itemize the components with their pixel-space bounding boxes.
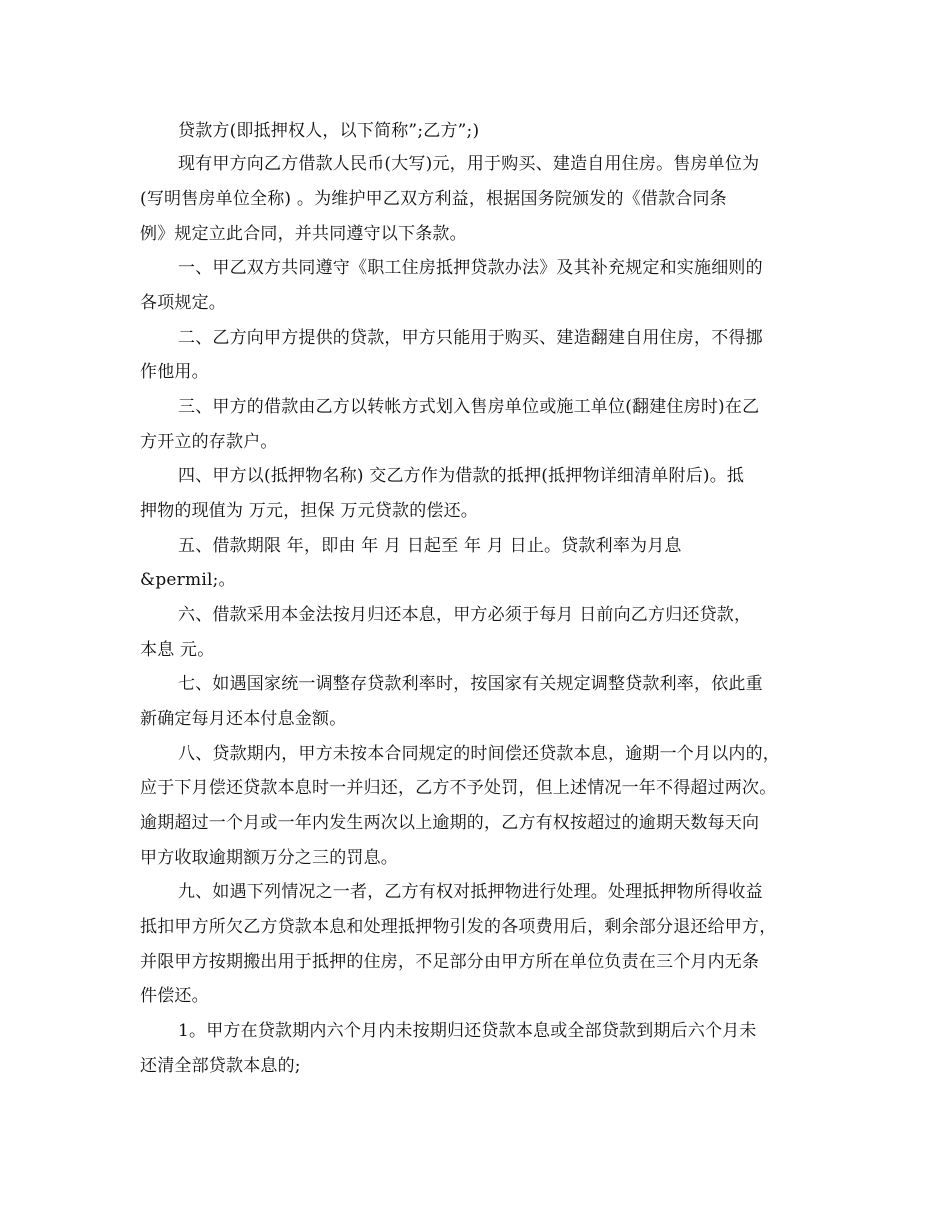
text-line: 各项规定。 [140, 293, 226, 313]
text-line: 抵扣甲方所欠乙方贷款本息和处理抵押物引发的各项费用后，剩余部分退还给甲方， [140, 917, 777, 937]
text-line: 贷款方(即抵押权人，以下简称”;乙方”;) [178, 121, 480, 141]
text-line: 本息 元。 [140, 640, 215, 660]
text-line: (写明售房单位全称) 。为维护甲乙双方利益，根据国务院颁发的《借款合同条 [140, 189, 727, 209]
text-line: 七、如遇国家统一调整存贷款利率时，按国家有关规定调整贷款利率，依此重 [178, 674, 763, 694]
text-line: &permil;。 [140, 570, 236, 590]
text-line: 四、甲方以(抵押物名称) 交乙方作为借款的抵押(抵押物详细清单附后)。抵 [178, 466, 745, 486]
text-line: 一、甲乙双方共同遵守《职工住房抵押贷款办法》及其补充规定和实施细则的 [178, 258, 763, 278]
text-line: 六、借款采用本金法按月归还本息，甲方必须于每月 日前向乙方归还贷款， [178, 605, 752, 625]
text-line: 例》规定立此合同，并共同遵守以下条款。 [140, 224, 467, 244]
text-line: 方开立的存款户。 [140, 432, 278, 452]
text-line: 押物的现值为 万元，担保 万元贷款的偿还。 [140, 501, 479, 521]
text-line: 八、贷款期内，甲方未按本合同规定的时间偿还贷款本息，逾期一个月以内的， [178, 744, 780, 764]
text-line: 现有甲方向乙方借款人民币(大写)元，用于购买、建造自用住房。售房单位为 [178, 154, 760, 174]
text-line: 二、乙方向甲方提供的贷款，甲方只能用于购买、建造翻建自用住房，不得挪 [178, 328, 763, 348]
text-line: 并限甲方按期搬出用于抵押的住房，不足部分由甲方所在单位负责在三个月内无条 [140, 952, 760, 972]
text-line: 应于下月偿还贷款本息时一并归还，乙方不予处罚，但上述情况一年不得超过两次。 [140, 778, 777, 798]
text-line: 五、借款期限 年，即由 年 月 日起至 年 月 日止。贷款利率为月息 [178, 536, 682, 556]
text-line: 三、甲方的借款由乙方以转帐方式划入售房单位或施工单位(翻建住房时)在乙 [178, 397, 760, 417]
text-line: 件偿还。 [140, 986, 209, 1006]
text-line: 新确定每月还本付息金额。 [140, 709, 347, 729]
text-line: 九、如遇下列情况之一者，乙方有权对抵押物进行处理。处理抵押物所得收益 [178, 882, 763, 902]
text-line: 甲方收取逾期额万分之三的罚息。 [140, 848, 398, 868]
text-line: 逾期超过一个月或一年内发生两次以上逾期的，乙方有权按超过的逾期天数每天向 [140, 813, 760, 833]
text-line: 作他用。 [140, 362, 209, 382]
text-line: 1。甲方在贷款期内六个月内未按期归还贷款本息或全部贷款到期后六个月未 [178, 1021, 757, 1041]
text-line: 还清全部贷款本息的; [140, 1056, 301, 1076]
